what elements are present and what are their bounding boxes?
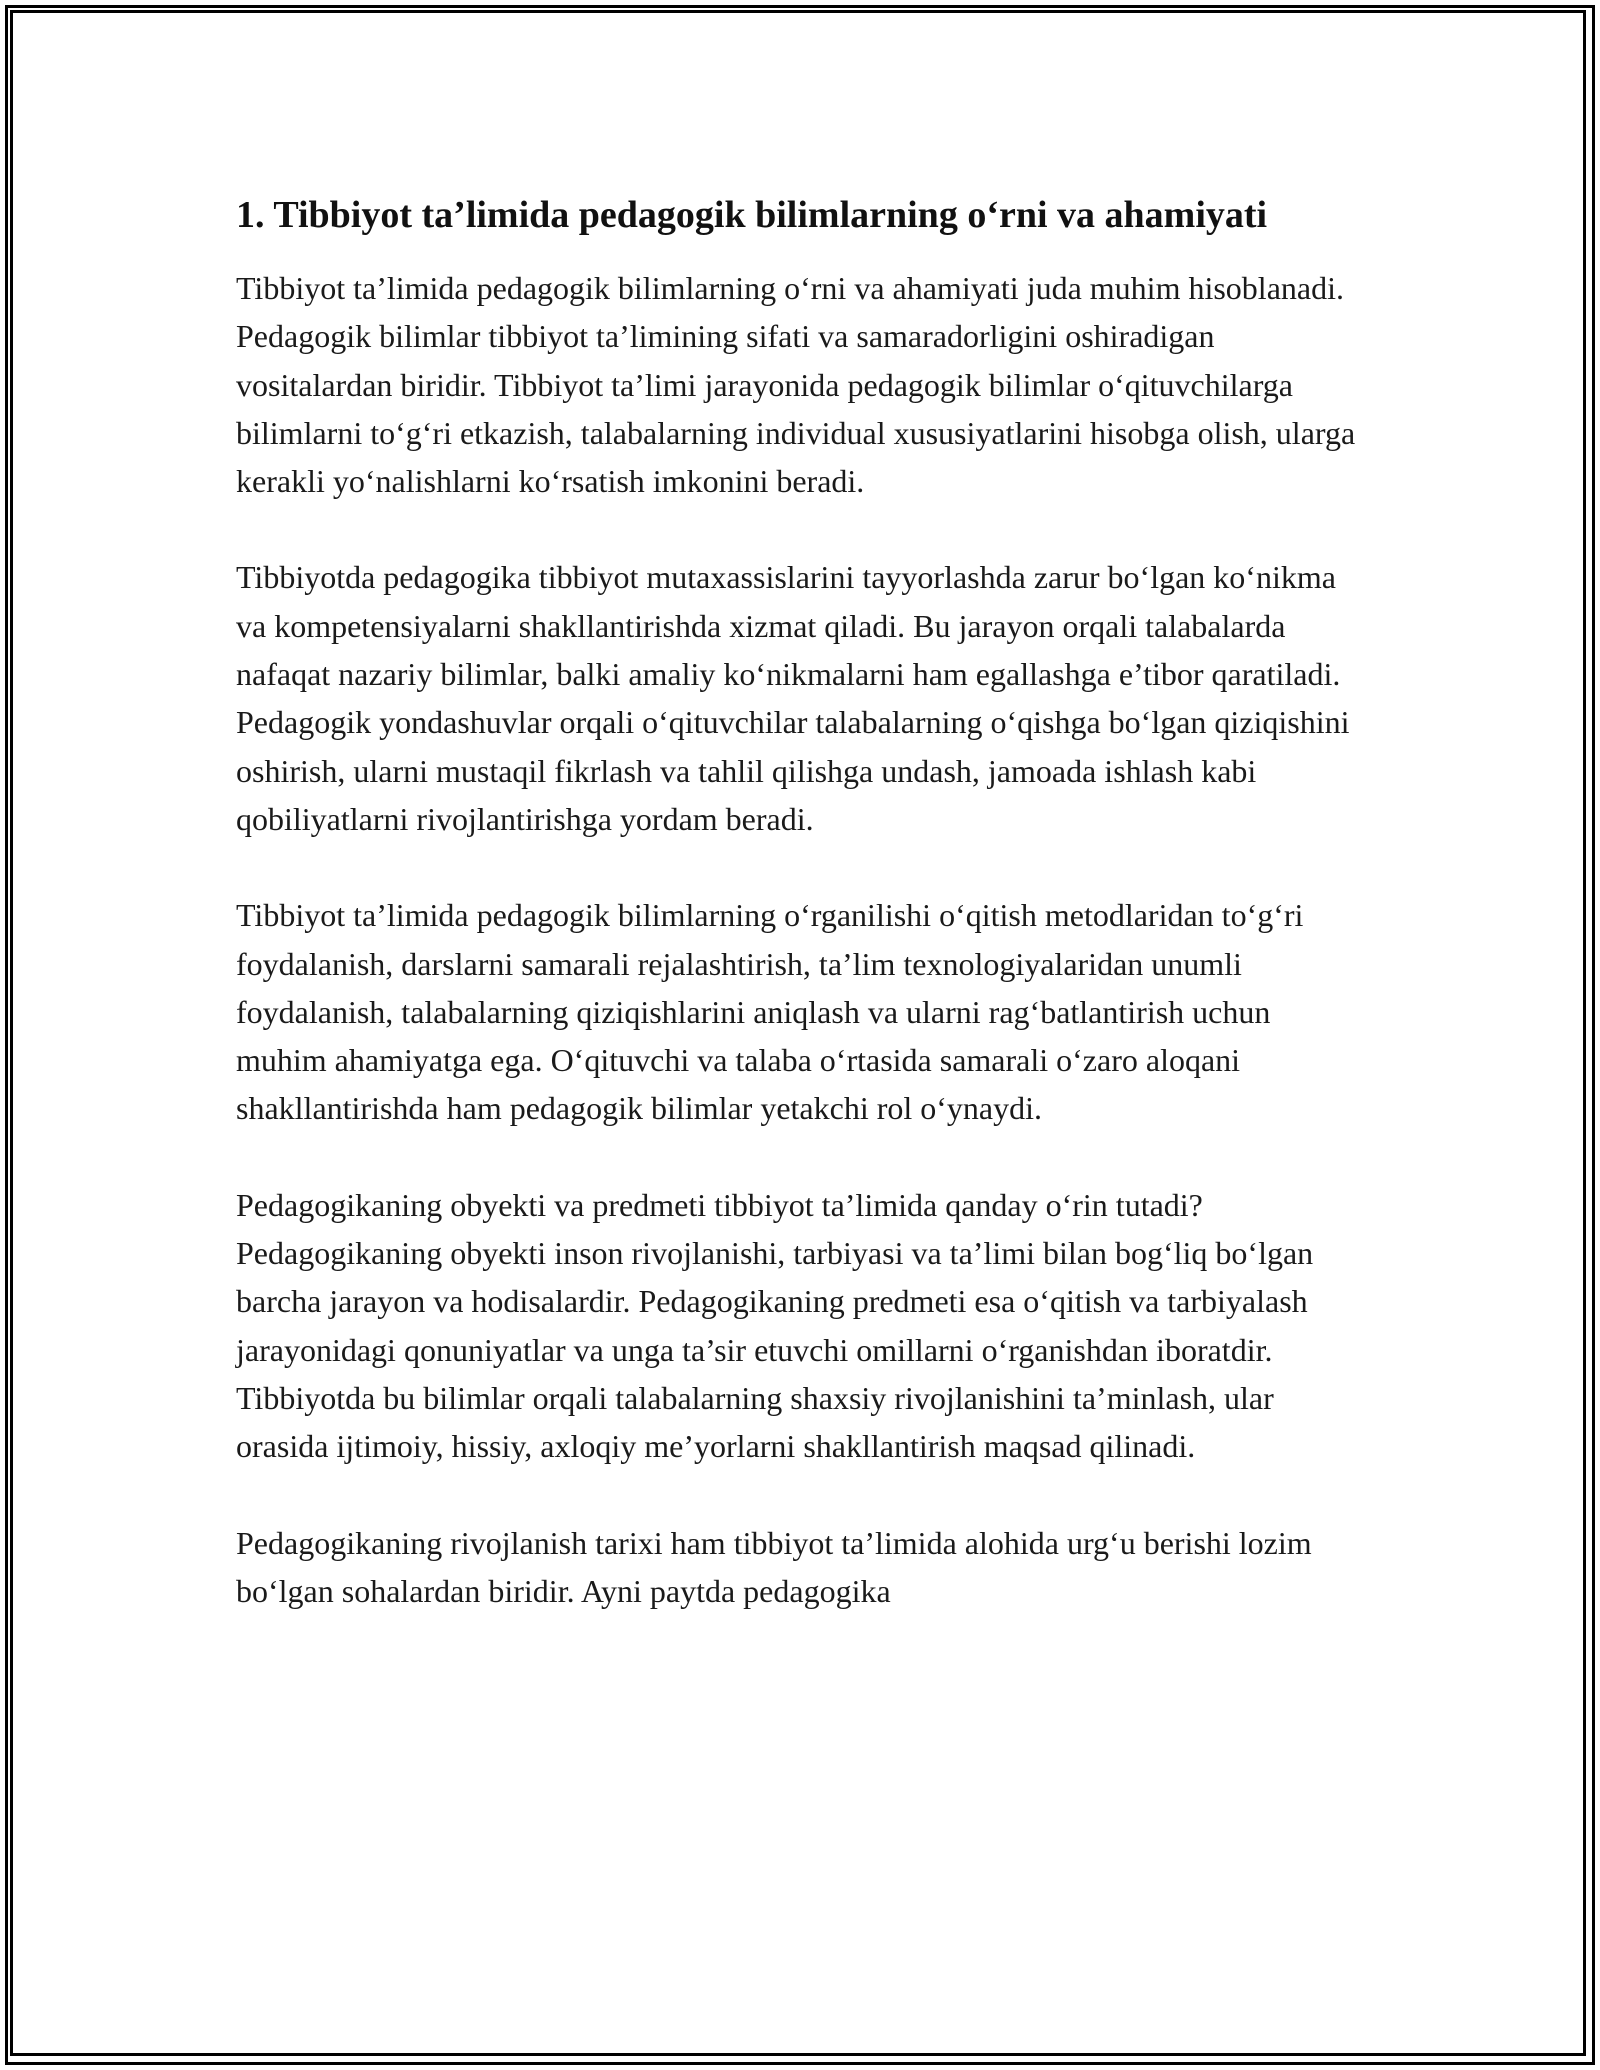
section-heading: 1. Tibbiyot ta’limida pedagogik bilimlarning o‘rni va ahamiyati [236,194,1268,236]
paragraph-competencies: Tibbiyotda pedagogika tibbiyot mutaxassislarini tayyorlashda zarur bo‘lgan ko‘nikma va kompetensiyalarni shakllantirishda xizmat qiladi. Bu jarayon orqali talabalarda nafaqat nazariy bilimlar, balki amaliy ko‘nikmalarni ham egallashga e’tibor qaratiladi. Pedagogik yondashuvlar orqali o‘qituvchilar talabalarning o‘qishga bo‘lgan qiziqishini oshirish, ularni mustaqil fikrlash va tahlil qilishga undash, jamoada ishlash kabi qobiliyatlarni rivojlantirishga yordam beradi. [236,559,1350,837]
paragraph-history: Pedagogikaning rivojlanish tarixi ham tibbiyot ta’limida alohida urg‘u berishi lozim bo‘lgan sohalardan biridir. Ayni paytda pedagogika [236,1524,1312,1609]
paragraph-teaching-methods: Tibbiyot ta’limida pedagogik bilimlarning o‘rganilishi o‘qitish metodlaridan to‘g‘ri foydalanish, darslarni samarali rejalashtirish, ta’lim texnologiyalaridan unumli foydalanish, talabalarning qiziqishlarini aniqlash va ularni rag‘batlantirish uchun muhim ahamiyatga ega. O‘qituvchi va talaba o‘rtasida samarali o‘zaro aloqani shakllantirishda ham pedagogik bilimlar yetakchi rol o‘ynaydi. [236,897,1304,1127]
document-page [236,188,1366,1663]
paragraph-role-importance: Tibbiyot ta’limida pedagogik bilimlarning o‘rni va ahamiyati juda muhim hisoblanadi. Pedagogik bilimlar tibbiyot ta’limining sifati va samaradorligini oshiradigan vositalardan biridir. Tibbiyot ta’limi jarayonida pedagogik bilimlar o‘qituvchilarga bilimlarni to‘g‘ri etkazish, talabalarning individual xususiyatlarini hisobga olish, ularga kerakli yo‘nalishlarni ko‘rsatish imkonini beradi. [236,270,1356,500]
paragraph-object-subject: Pedagogikaning obyekti va predmeti tibbiyot ta’limida qanday o‘rin tutadi? Pedagogikaning obyekti inson rivojlanishi, tarbiyasi va ta’limi bilan bog‘liq bo‘lgan barcha jarayon va hodisalardir. Pedagogikaning predmeti esa o‘qitish va tarbiyalash jarayonidagi qonuniyatlar va unga ta’sir etuvchi omillarni o‘rganishdan iboratdir. Tibbiyotda bu bilimlar orqali talabalarning shaxsiy rivojlanishini ta’minlash, ular orasida ijtimoiy, hissiy, axloqiy me’yorlarni shakllantirish maqsad qilinadi. [236,1186,1314,1465]
